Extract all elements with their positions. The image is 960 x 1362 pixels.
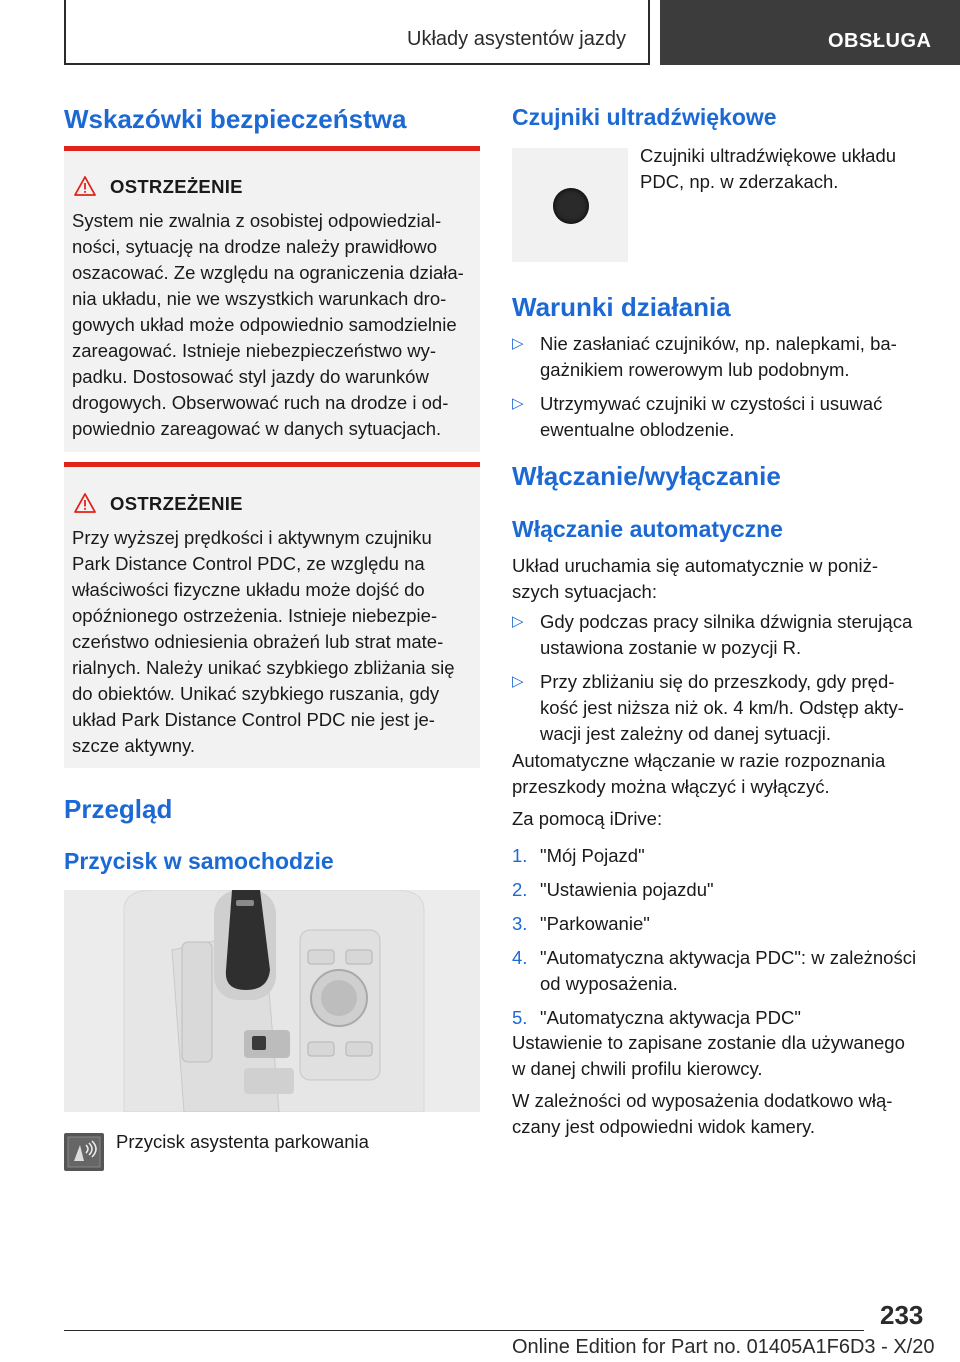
auto-text-line: Automatyczne włączanie w razie rozpoznania [512, 750, 886, 771]
idrive-text: Za pomocą iDrive: [512, 808, 663, 829]
condition-item: ▷ Utrzymywać czujniki w czystości i usuwać ewentualne oblodzenie. [512, 393, 883, 440]
step-number: 2. [512, 879, 528, 900]
condition-item: ▷ Nie zasłaniać czujników, np. nalepkami, ba- gażnikiem rowerowym lub podobnym. [512, 333, 897, 380]
triangle-bullet-icon: ▷ [512, 673, 524, 690]
warning-triangle-icon [74, 176, 96, 196]
warning-2-line: układ Park Distance Control PDC nie jest je- [72, 709, 435, 730]
sensor-dot-icon [553, 188, 589, 224]
conditions-list [512, 331, 932, 451]
warning-text-2 [72, 525, 472, 759]
warning-1-line: powiednio zareagować w danych sytuacjach. [72, 418, 442, 439]
step-item: 2. "Ustawienia pojazdu" [512, 877, 932, 903]
sensors-text [640, 143, 896, 195]
conditions-heading: Warunki działania [512, 292, 731, 322]
step-item: 4. "Automatyczna aktywacja PDC": w zależności od wyposażenia. [512, 947, 917, 994]
warning-title-1: OSTRZEŻENIE [110, 176, 243, 197]
warning-2-line: opóźnionego ostrzeżenia. Istnieje niebezpie- [72, 605, 438, 626]
camera-text-line: W zależności od wyposażenia dodatkowo włą- [512, 1090, 893, 1111]
footer-edition: Online Edition for Part no. 01405A1F6D3 - X/20 [512, 1336, 935, 1358]
steps-list [512, 843, 932, 1039]
sensors-heading: Czujniki ultradźwiękowe [512, 104, 777, 130]
warning-2-line: szcze aktywny. [72, 735, 196, 756]
auto-text [512, 748, 932, 800]
step-item: 1. "Mój Pojazd" [512, 843, 932, 869]
header-chapter-tab [660, 0, 960, 65]
warning-1-line: oszacować. Ze względu na ograniczenia działa- [72, 262, 464, 283]
warning-text-1 [72, 208, 472, 442]
auto-intro [512, 553, 932, 605]
warning-1-line: ności, sytuację na drodze należy prawidłowo [72, 236, 438, 257]
ultrasonic-sensor-image [512, 148, 628, 262]
warning-2-line: do obiektów. Unikać szybkiego ruszania, gdy [72, 683, 440, 704]
saved-text-line: w danej chwili profilu kierowcy. [512, 1058, 763, 1079]
warning-1-line: zareagować. Istnieje niebezpieczeństwo wy- [72, 340, 437, 361]
onoff-heading: Włączanie/wyłączanie [512, 461, 781, 491]
safety-heading: Wskazówki bezpieczeństwa [64, 104, 407, 134]
footer-rule [64, 1330, 864, 1331]
warning-2-line: Przy wyższej prędkości i aktywnym czujniku [72, 527, 432, 548]
step-item: 5. "Automatyczna aktywacja PDC" [512, 1005, 932, 1031]
auto-list [512, 609, 932, 755]
auto-item: ▷ Przy zbliżaniu się do przeszkody, gdy pręd- kość jest niższa niż ok. 4 km/h. Odstęp akty- wacji jest zależny od danej sytuacji. [512, 671, 904, 744]
warning-box-2 [64, 462, 480, 768]
warning-1-line: gowych układ może odpowiednio samodzielnie [72, 314, 457, 335]
warning-2-line: czeństwo odniesienia obrażeń lub strat mate- [72, 631, 444, 652]
warning-1-line: drogowych. Obserwować ruch na drodze i od- [72, 392, 449, 413]
warning-box-1 [64, 146, 480, 452]
header-chapter-title: OBSŁUGA [828, 30, 932, 52]
warning-1-line: System nie zwalnia z osobistej odpowiedzial- [72, 210, 442, 231]
triangle-bullet-icon: ▷ [512, 335, 524, 352]
step-item: 3. "Parkowanie" [512, 911, 932, 937]
step-number: 4. [512, 947, 528, 968]
parking-assist-button-icon [64, 1133, 104, 1171]
saved-text [512, 1030, 932, 1082]
triangle-bullet-icon: ▷ [512, 395, 524, 412]
auto-intro-line: Układ uruchamia się automatycznie w poniż- [512, 555, 879, 576]
warning-triangle-icon [74, 493, 96, 513]
auto-item: ▷ Gdy podczas pracy silnika dźwignia sterująca ustawiona zostanie w pozycji R. [512, 611, 913, 658]
sensors-text-line: Czujniki ultradźwiękowe układu [640, 145, 897, 166]
auto-text-line: przeszkody można włączyć i wyłączyć. [512, 776, 830, 797]
step-number: 3. [512, 913, 528, 934]
warning-2-line: Park Distance Control PDC, ze względu na [72, 553, 425, 574]
warning-1-line: padku. Dostosować styl jazdy do warunków [72, 366, 429, 387]
button-heading: Przycisk w samochodzie [64, 848, 334, 874]
sensors-text-line: PDC, np. w zderzakach. [640, 171, 839, 192]
warning-title-2: OSTRZEŻENIE [110, 493, 243, 514]
auto-intro-line: szych sytuacjach: [512, 581, 657, 602]
auto-heading: Włączanie automatyczne [512, 516, 783, 542]
camera-text [512, 1088, 932, 1140]
page-number: 233 [880, 1300, 924, 1330]
button-caption: Przycisk asystenta parkowania [116, 1131, 369, 1152]
warning-2-line: rialnych. Należy unikać szybkiego zbliżania się [72, 657, 455, 678]
step-number: 5. [512, 1007, 528, 1028]
center-console-image [64, 890, 480, 1112]
header-section-title: Układy asystentów jazdy [407, 28, 626, 50]
saved-text-line: Ustawienie to zapisane zostanie dla używanego [512, 1032, 905, 1053]
overview-heading: Przegląd [64, 794, 173, 824]
header-section-box [64, 0, 650, 65]
warning-1-line: nia układu, nie we wszystkich warunkach dro- [72, 288, 447, 309]
camera-text-line: czany jest odpowiedni widok kamery. [512, 1116, 815, 1137]
triangle-bullet-icon: ▷ [512, 613, 524, 630]
step-number: 1. [512, 845, 528, 866]
warning-2-line: właściwości fizyczne układu może dojść do [72, 579, 425, 600]
